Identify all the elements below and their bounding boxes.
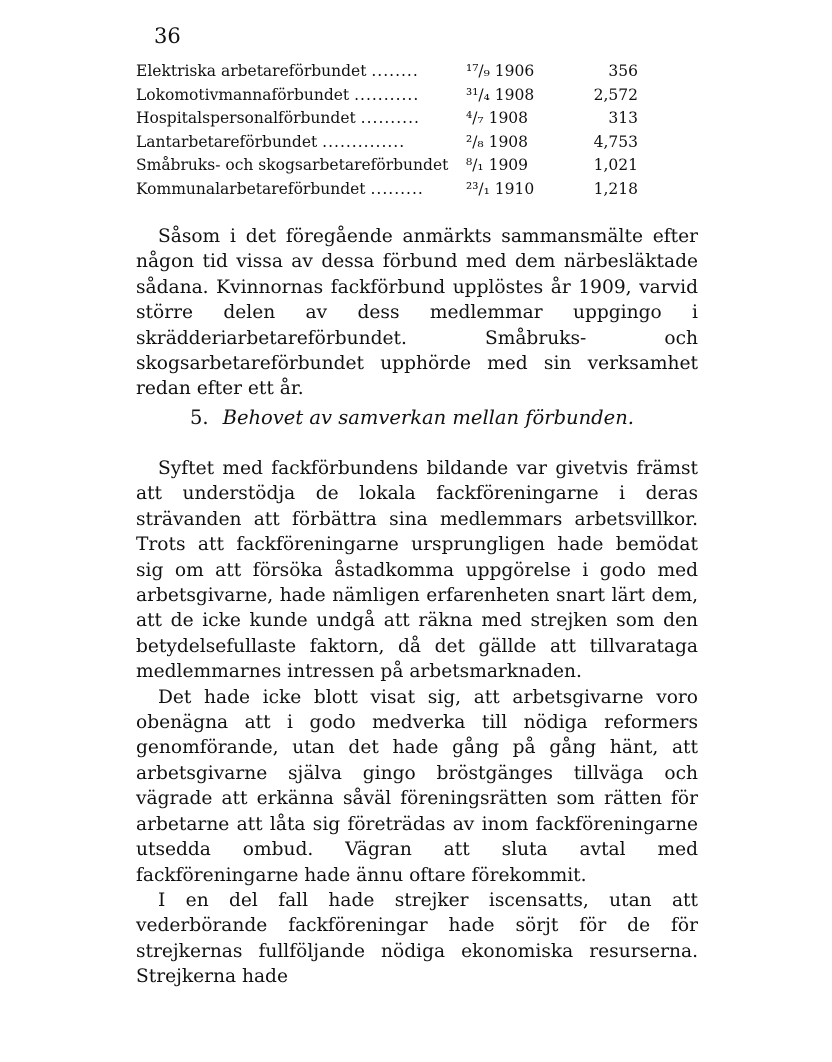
table-row (136, 154, 656, 178)
leader-dots: ......... (370, 179, 424, 198)
table-row (136, 131, 656, 155)
union-name: Elektriska arbetareförbundet (136, 62, 367, 80)
page-number: 36 (154, 24, 181, 48)
table-row (136, 60, 656, 84)
section-number: 5. (190, 406, 209, 429)
member-count: 313 (608, 109, 638, 127)
table-row (136, 107, 656, 131)
paragraph: I en del fall hade strejker iscensatts, utan att vederbörande fackföreningar hade sörjt för de för strejkernas fullföljande nödiga ekonomiska resurserna. Strejkerna hade (136, 889, 698, 988)
section-title: Behovet av samverkan mellan förbunden. (222, 406, 634, 429)
leader-dots: .......... (360, 109, 420, 127)
body-text-section (136, 456, 698, 990)
paragraph: Det hade icke blott visat sig, att arbetsgivarne voro obenägna att i godo medverka till nödiga reformers genomförande, utan det hade gång på gång hänt, att arbetsgivarne själva gingo bröstgänges tillväga och vägrade att erkänna såväl föreningsrätten som rätten för arbetarne att låta sig företrädas av inom fackföreningarne utsedda ombud. Vägran att sluta avtal med fackföreningarne hade ännu oftare förekommit. (136, 686, 698, 886)
member-count: 1,021 (593, 156, 638, 174)
leader-dots: ........... (354, 85, 420, 104)
leader-dots: ........ (371, 62, 419, 80)
member-count: 356 (608, 62, 638, 80)
paragraph: Såsom i det föregående anmärkts sammansmälte efter någon tid vissa av dessa förbund med dem närbesläktade sådana. Kvinnornas fackförbund upplöstes år 1909, varvid större delen av dess medlemmar uppgingo i skrädderiarbetareförbundet. Småbruks- och skogsarbetareförbundet upphörde med sin verksamhet redan efter ett år. (136, 226, 698, 400)
union-name: Lantarbetareförbundet (136, 132, 318, 151)
table-row (136, 178, 656, 202)
founding-date: ³¹/₄ 1908 (466, 85, 535, 104)
union-name: Lokomotivmannaförbundet (136, 85, 350, 104)
member-count: 1,218 (593, 179, 638, 198)
member-count: 4,753 (593, 132, 638, 151)
founding-date: ¹⁷/₉ 1906 (466, 62, 535, 80)
table-row (136, 84, 656, 108)
founding-date: ⁸/₁ 1909 (466, 156, 529, 174)
union-name: Småbruks- och skogsarbetareförbundet (136, 156, 449, 174)
founding-date: ²³/₁ 1910 (466, 179, 535, 198)
founding-date: ⁴/₇ 1908 (466, 109, 529, 127)
founding-date: ²/₈ 1908 (466, 132, 529, 151)
union-name: Kommunalarbetareförbundet (136, 179, 366, 198)
paragraph: Syftet med fackförbundens bildande var givetvis främst att understödja de lokala fackföreningarne i deras strävanden att förbättra sina medlemmars arbetsvillkor. Trots att fackföreningarne ursprungligen hade bemödat sig om att försöka åstadkomma uppgörelse i godo med arbetsgivarne, hade nämligen erfarenheten snart lärt dem, att de icke kunde undgå att räkna med strejken som den betydelsefullaste faktorn, då det gällde att tillvarataga medlemmarnes intressen på arbetsmarknaden. (136, 458, 698, 683)
union-founding-table (136, 60, 656, 201)
section-heading (190, 406, 634, 429)
union-name: Hospitalspersonalförbundet (136, 109, 356, 127)
body-text-intro (136, 224, 698, 402)
leader-dots: .............. (322, 132, 406, 151)
member-count: 2,572 (593, 85, 638, 104)
